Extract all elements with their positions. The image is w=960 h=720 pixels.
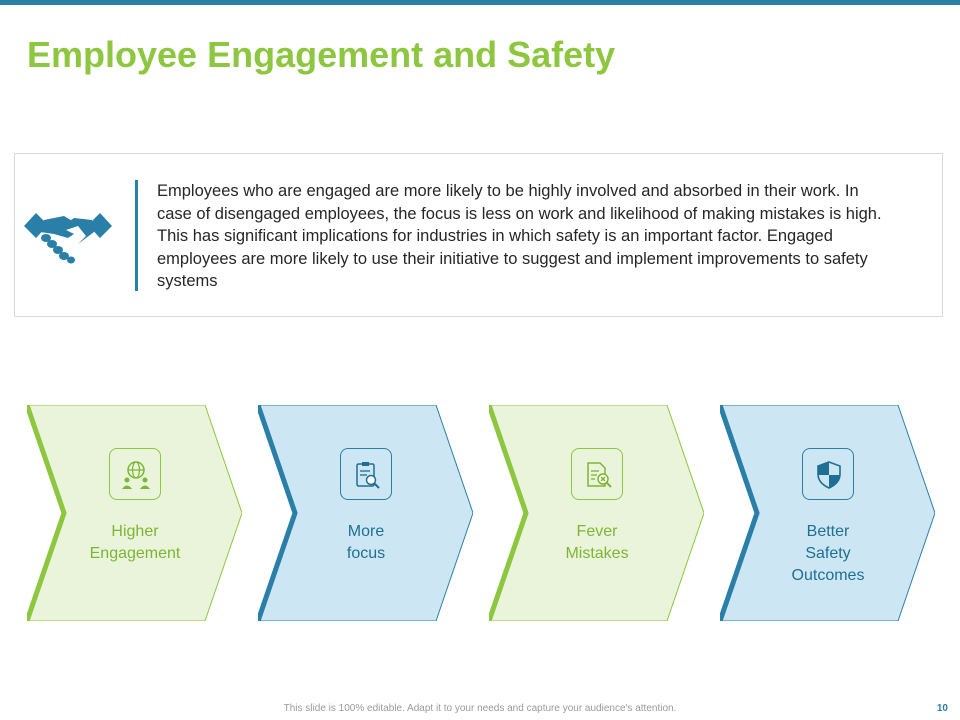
globe-people-icon [109,448,161,500]
top-accent-bar [0,0,960,5]
chevron-shape [27,405,242,621]
chevron-shape [258,405,473,621]
step-fever-mistakes [489,405,704,621]
description-text: Employees who are engaged are more likely to be highly involved and absorbed in their work. In case of disengaged employees, the focus is less on work and likelihood of making mistakes is high. This has significant implications for industries in which safety is an important factor. Engaged employees are more likely to use their initiative to suggest and implement improvements to safety systems [157,182,882,290]
page-number: 10 [936,703,948,714]
step-label: More focus [346,523,386,562]
step-label: Fever Mistakes [565,523,629,562]
slide-title: Employee Engagement and Safety [27,34,616,75]
step-label: Better Safety Outcomes [791,523,865,584]
step-label: Higher Engagement [89,523,181,562]
description-divider [135,180,138,291]
step-better-safety-outcomes [720,405,935,621]
handshake-icon [24,208,112,264]
shield-icon [802,448,854,500]
footer-note: This slide is 100% editable. Adapt it to your needs and capture your audience's attention. [283,703,677,714]
document-error-icon [571,448,623,500]
clipboard-search-icon [340,448,392,500]
chevron-shape [489,405,704,621]
step-more-focus [258,405,473,621]
step-higher-engagement [27,405,242,621]
chevron-shape [720,405,935,621]
